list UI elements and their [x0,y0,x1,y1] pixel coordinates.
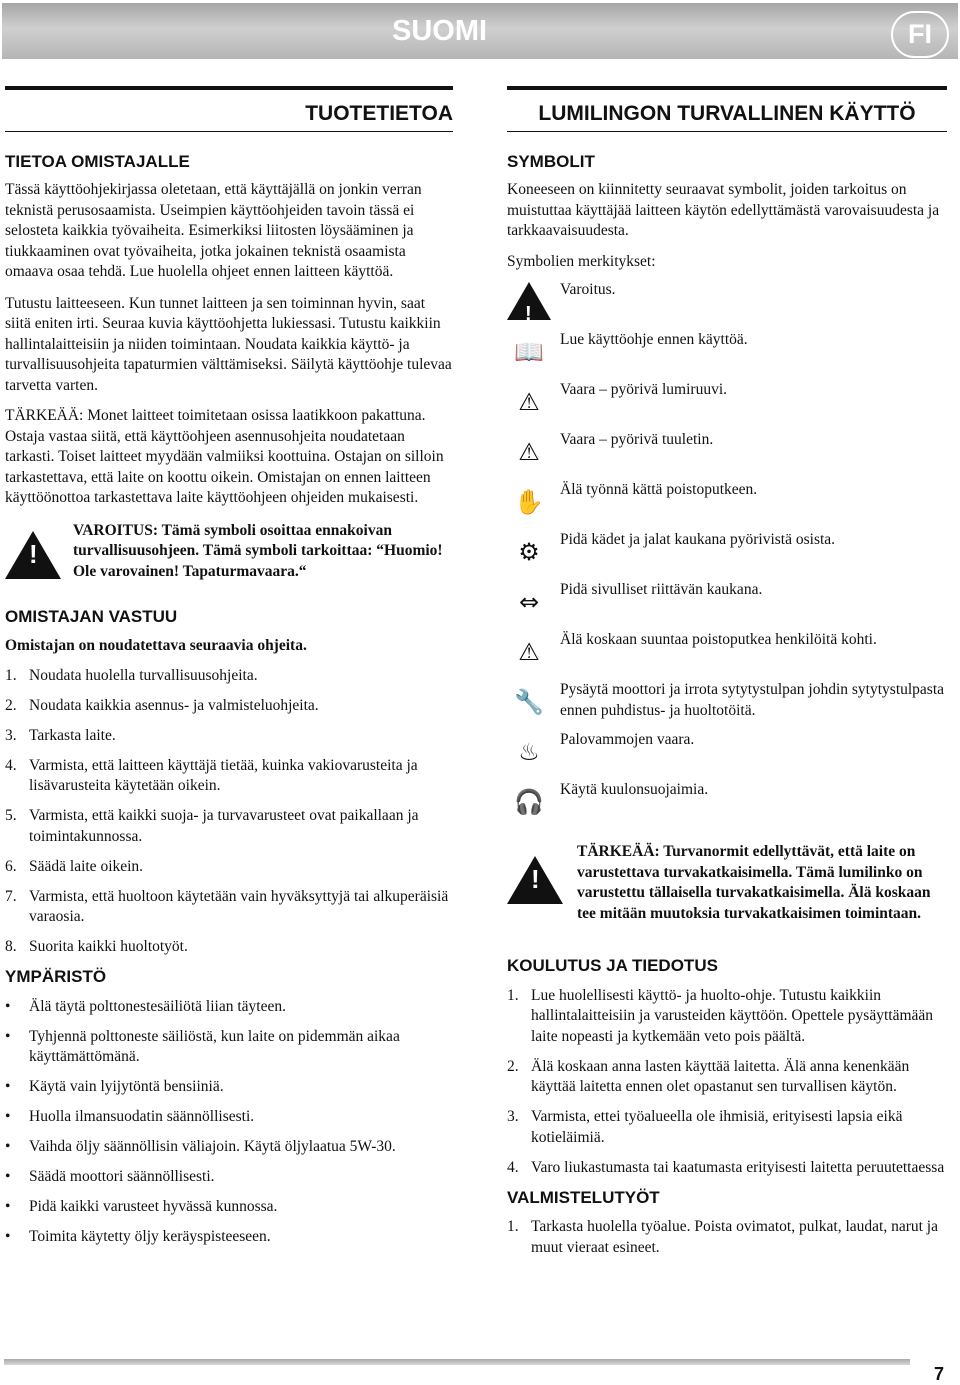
item-number: 1. [507,1218,519,1235]
list-item [5,1107,453,1128]
item-text: Noudata huolella turvallisuusohjeita. [29,666,258,684]
item-number: 3. [507,1108,519,1125]
right-column [507,86,947,1258]
bullet-icon: • [5,1228,11,1245]
disconnect-plug-icon: 🔧 [514,688,544,716]
bullet-icon: • [5,1027,11,1045]
list-item [5,696,453,717]
list-item [5,1027,453,1068]
list-item [5,806,453,847]
symbol-meaning: Älä koskaan suuntaa poistoputkea henkilöitä kohti. [560,631,877,648]
list-item [5,857,453,878]
language-title: SUOMI [392,15,488,47]
environment-list [5,997,453,1248]
item-text: Vaihda öljy säännöllisin väliajoin. Käytä öljylaatua 5W-30. [29,1138,396,1155]
list-item [5,1137,453,1158]
item-number: 8. [5,938,17,955]
environment-heading: YMPÄRISTÖ [5,967,107,986]
item-text: Käytä vain lyijytöntä bensiiniä. [29,1078,224,1095]
symbols-meaning: Symbolien merkitykset: [507,252,656,270]
item-text: Toimita käytetty öljy keräyspisteeseen. [29,1228,271,1245]
symbol-meaning: Lue käyttöohje ennen käyttöä. [560,331,748,348]
rotating-auger-icon: ⚠ [518,388,540,416]
item-number: 3. [5,726,17,744]
training-list [507,986,947,1179]
item-text: Varo liukastumasta tai kaatumasta erityisesti laitetta peruutettaessa [531,1158,945,1176]
item-text: Säädä laite oikein. [29,857,144,875]
bullet-icon: • [5,1078,11,1095]
symbol-row [507,430,947,480]
preparation-list [507,1217,947,1258]
list-item [5,937,453,958]
page-number: 7 [934,1364,945,1384]
symbol-meaning: Pysäytä moottori ja irrota sytytystulpan johdin sytytystulpasta ennen puhdistus- ja huoltotöitä. [560,681,945,719]
no-hand-chute-icon: ✋ [514,488,544,516]
item-text: Huolla ilmansuodatin säännöllisesti. [29,1108,255,1125]
warning-triangle-icon: ! [507,856,563,904]
intro-paragraph: Tässä käyttöohjekirjassa oletetaan, että käyttäjällä on jonkin verran teknistä perusosaamista. Useimpien käyttöohjeiden tavoin tässä ei selosteta kaikkia työvaiheita. Esimerkiksi liitosten löysääminen ja tiukkaaminen ovat työvaiheita, jotka jokainen teknistä osaamista omaava osaa tehdä. Lue huolella ohjeet ennen laitteen käyttöä. [5,181,422,280]
bullet-icon: • [5,1168,11,1185]
warning-triangle-icon: ! [507,280,551,324]
list-item [507,1057,947,1098]
item-number: 4. [5,756,17,774]
symbol-row [507,330,947,380]
list-item [5,666,453,687]
list-item [5,1197,453,1218]
responsibility-heading: OMISTAJAN VASTUU [5,606,178,626]
language-code-badge: FI [891,11,949,58]
item-text: Varmista, että huoltoon käytetään vain hyväksyttyjä tai alkuperäisiä varaosia. [29,887,449,925]
symbol-meaning: Vaara – pyörivä lumiruuvi. [560,381,728,398]
symbol-row [507,530,947,580]
list-item [5,1077,453,1098]
chute-direction-icon: ⚠ [518,638,540,666]
symbol-row [507,630,947,680]
header-bar [2,3,958,59]
warning-triangle-icon: ! [5,531,61,579]
list-item [507,1217,947,1258]
symbol-meaning: Pidä kädet ja jalat kaukana pyörivistä osista. [560,531,836,548]
item-text: Älä täytä polttonestesäiliötä liian täyteen. [29,997,286,1015]
item-number: 1. [507,986,519,1004]
bullet-icon: • [5,997,11,1015]
item-text: Suorita kaikki huoltotyöt. [29,938,188,955]
item-text: Varmista, että laitteen käyttäjä tietää, kuinka vakiovarusteita ja lisävarusteita käytetään oikein. [29,756,418,794]
item-text: Noudata kaikkia asennus- ja valmisteluohjeita. [29,696,319,714]
section-title: LUMILINGON TURVALLINEN KÄYTTÖ [507,90,947,132]
symbol-row [507,680,947,730]
rotating-fan-icon: ⚠ [518,438,540,466]
symbol-meaning: Pidä sivulliset riittävän kaukana. [560,581,763,598]
item-text: Varmista, että kaikki suoja- ja turvavarusteet ovat paikallaan ja toimintakunnossa. [29,807,419,845]
bullet-icon: • [5,1138,11,1155]
footer-bar [4,1359,910,1365]
item-number: 7. [5,887,17,905]
item-number: 1. [5,666,17,684]
responsibility-list [5,666,453,958]
list-item [507,1158,947,1179]
list-item [5,997,453,1018]
warning-box [5,521,453,605]
keep-away-icon: ⚙ [518,538,540,566]
item-text: Varmista, ettei työalueella ole ihmisiä, erityisesti lapsia eikä kotieläimiä. [531,1108,903,1146]
item-text: Pidä kaikki varusteet hyvässä kunnossa. [29,1198,278,1215]
bullet-icon: • [5,1198,11,1215]
item-number: 2. [507,1057,519,1075]
symbol-list [507,280,947,830]
important-box [507,842,947,950]
item-text: Tarkasta huolella työalue. Poista ovimatot, pulkat, laudat, narut ja muut vieraat esineet. [531,1218,938,1256]
symbol-row [507,730,947,780]
list-item [5,1227,453,1248]
item-text: Älä koskaan anna lasten käyttää laitetta. Älä anna kenenkään käyttää laitetta ennen olet opastanut sen turvallisen käytön. [531,1057,910,1095]
symbol-row [507,580,947,630]
symbol-meaning: Palovammojen vaara. [560,731,695,748]
item-text: Lue huolellisesti käyttö- ja huolto-ohje. Tutustu kaikkiin hallintalaitteisiin ja varusteiden käyttöön. Opettele pysäyttämään laite nopeasti ja kytkemään veto pois päältä. [531,986,934,1045]
item-text: Tyhjennä polttoneste säiliöstä, kun laite on pidemmän aikaa käyttämättömänä. [29,1027,400,1065]
item-number: 5. [5,807,17,824]
ear-protection-icon: 🎧 [514,788,544,816]
list-item [507,1107,947,1148]
list-item [5,887,453,928]
hot-surface-icon: ♨ [518,738,540,766]
symbol-row [507,280,947,330]
item-text: Säädä moottori säännöllisesti. [29,1168,215,1185]
important-text: TÄRKEÄÄ: Turvanormit edellyttävät, että laite on varustettava turvakatkaisimella. Tämä lumilinko on varustettu tällaisella turvakatkaisimella. Älä koskaan tee mitään muutoksia turvakatkaisimen toimintaan. [577,843,931,922]
responsibility-intro: Omistajan on noudatettava seuraavia ohjeita. [5,637,307,654]
symbol-row [507,380,947,430]
symbol-meaning: Käytä kuulonsuojaimia. [560,781,709,798]
list-item [5,756,453,797]
left-column [5,86,453,1257]
symbol-row [507,480,947,530]
familiarize-paragraph: Tutustu laitteeseen. Kun tunnet laitteen ja sen toiminnan hyvin, saat siitä eniten irti. Seuraa kuvia käyttöohjetta lukiessasi. Tutustu kaikkiin hallintalaitteisiin ja niiden toimintaan. Noudata kaikkia käyttö- ja turvallisuusohjeita tapaturmien välttämiseksi. Säilytä käyttöohje tulevaa tarvetta varten. [5,294,452,394]
symbols-intro: Koneeseen on kiinnitetty seuraavat symbolit, joiden tarkoitus on muistuttaa käyttäjää laitteen käytön edellyttämästä varovaisuudesta ja tarkkaavaisuudesta. [507,181,940,239]
training-heading: KOULUTUS JA TIEDOTUS [507,956,718,975]
warning-text: VAROITUS: Tämä symboli osoittaa ennakoivan turvallisuusohjeen. Tämä symboli tarkoittaa: “Huomio! Ole varovainen! Tapaturmavaara.“ [73,521,443,580]
section-title: TUOTETIETOA [5,90,453,132]
list-item [5,1167,453,1188]
item-number: 4. [507,1158,519,1176]
symbol-meaning: Vaara – pyörivä tuuletin. [560,431,714,448]
important-paragraph: TÄRKEÄÄ: Monet laitteet toimitetaan osissa laatikkoon pakattuna. Ostaja vastaa siitä, että käyttöohjeen asennusohjeita noudatetaan tarkasti. Toiset laitteet myydään valmiiksi koottuina. Ostajan on silloin tarkastettava, että laite on koottu oikein. Omistajan on ennen laitteen käyttöönottoa tarkastettava laite käyttöohjeen ohjeiden mukaisesti. [5,407,444,506]
bullet-icon: • [5,1108,11,1125]
item-number: 6. [5,857,17,875]
symbol-meaning: Varoitus. [560,281,616,298]
symbols-heading: SYMBOLIT [507,151,595,171]
symbol-row [507,780,947,830]
preparation-heading: VALMISTELUTYÖT [507,1187,660,1207]
list-item [5,726,453,747]
open-book-icon: 📖 [514,338,544,366]
list-item [507,986,947,1048]
owner-info-heading: TIETOA OMISTAJALLE [5,151,190,171]
symbol-meaning: Älä työnnä kättä poistoputkeen. [560,481,758,498]
bystanders-icon: ⇔ [518,588,540,616]
item-text: Tarkasta laite. [29,726,116,744]
item-number: 2. [5,696,17,714]
